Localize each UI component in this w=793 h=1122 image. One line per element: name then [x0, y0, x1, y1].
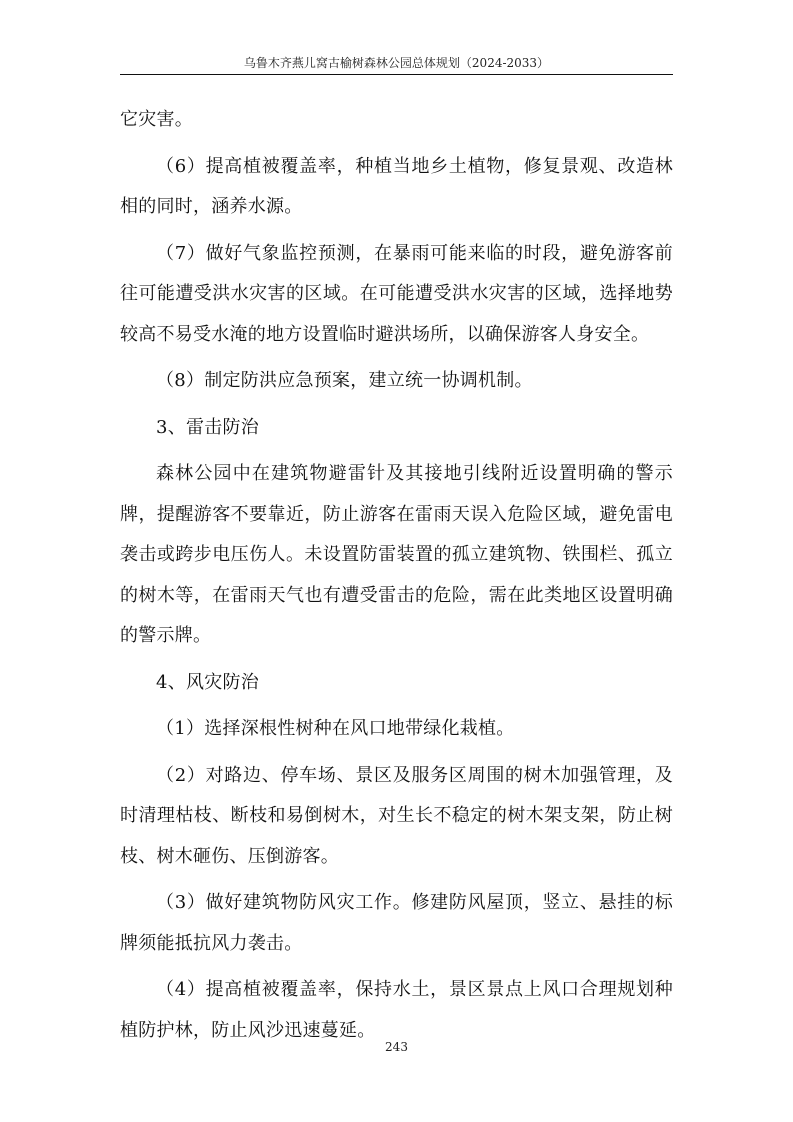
- document-body: [120, 100, 673, 1057]
- paragraph-item-8: （8）制定防洪应急预案，建立统一协调机制。: [156, 370, 533, 391]
- paragraph-wind-item-1: （1）选择深根性树种在风口地带绿化栽植。: [156, 718, 515, 739]
- paragraph-lightning: 森林公园中在建筑物避雷针及其接地引线附近设置明确的警示牌，提醒游客不要靠近，防止游客在雷雨天误入危险区域，避免雷电袭击或跨步电压伤人。未设置防雷装置的孤立建筑物、铁围栏、孤立的树木等，在雷雨天气也有遭受雷击的危险，需在此类地区设置明确的警示牌。: [120, 463, 673, 646]
- paragraph-wind-item-4: （4）提高植被覆盖率，保持水土，景区景点上风口合理规划种植防护林，防止风沙迅速蔓延。: [120, 979, 673, 1041]
- paragraph-wind-item-3: （3）做好建筑物防风灾工作。修建防风屋顶，竖立、悬挂的标牌须能抵抗风力袭击。: [120, 892, 673, 954]
- paragraph-wind-item-2: （2）对路边、停车场、景区及服务区周围的树木加强管理，及时清理枯枝、断枝和易倒树木，对生长不稳定的树木架支架，防止树枝、树木砸伤、压倒游客。: [120, 764, 673, 867]
- section-heading-lightning: 3、雷击防治: [156, 416, 259, 438]
- paragraph-item-7: （7）做好气象监控预测，在暴雨可能来临的时段，避免游客前往可能遭受洪水灾害的区域。在可能遭受洪水灾害的区域，选择地势较高不易受水淹的地方设置临时避洪场所，以确保游客人身安全。: [120, 242, 673, 345]
- paragraph-continuation: 它灾害。: [120, 109, 193, 130]
- running-header: 乌鲁木齐燕儿窝古榆树森林公园总体规划（2024-2033）: [120, 52, 673, 75]
- section-heading-wind: 4、风灾防治: [156, 671, 259, 693]
- page-number: 243: [385, 1040, 408, 1054]
- paragraph-item-6: （6）提高植被覆盖率，种植当地乡土植物，修复景观、改造林相的同时，涵养水源。: [120, 155, 673, 217]
